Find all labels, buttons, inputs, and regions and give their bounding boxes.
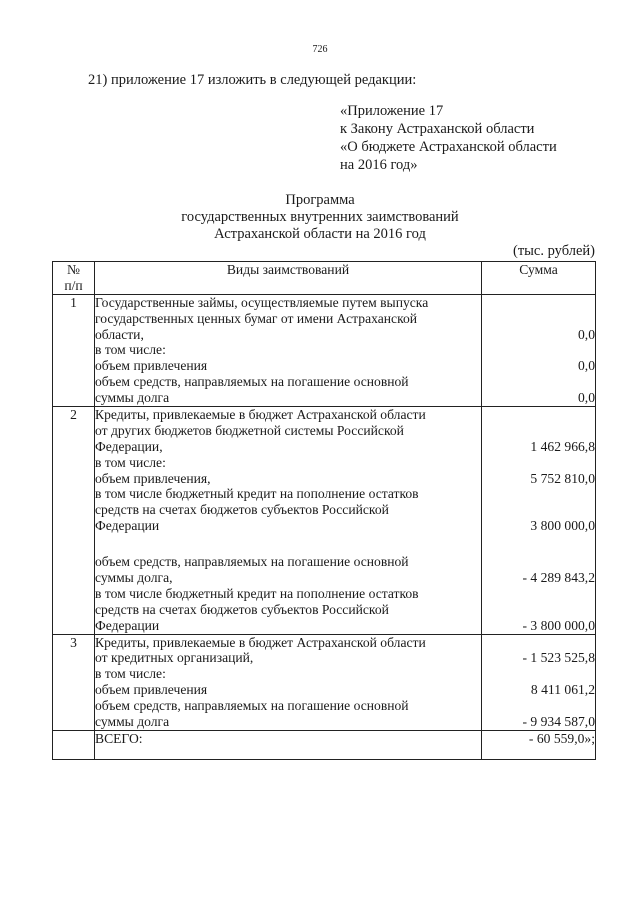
appendix-line: «О бюджете Астраханской области [340, 139, 557, 155]
sum-line [482, 502, 595, 518]
header-number-line: п/п [64, 277, 83, 293]
sum-line: 5 752 810,0 [530, 470, 595, 486]
sum-line [482, 311, 595, 327]
appendix-line: на 2016 год» [340, 157, 418, 173]
description-line: суммы долга [95, 390, 170, 406]
sum-line: 8 411 061,2 [530, 682, 595, 698]
description-line: от кредитных организаций, [95, 650, 254, 666]
sum-line [482, 295, 595, 311]
description-line: суммы долга, [95, 570, 173, 586]
table-header-row [53, 262, 596, 295]
total-row [53, 730, 596, 759]
sum-line [482, 586, 595, 602]
sum-line: 3 800 000,0 [530, 518, 595, 534]
description-line: в том числе: [95, 342, 166, 358]
description-line: объем средств, направляемых на погашение основной [95, 374, 409, 390]
description-line: в том числе: [95, 454, 166, 470]
description-line: объем привлечения, [95, 470, 211, 486]
description-line: от других бюджетов бюджетной системы Российской [95, 422, 404, 438]
total-value: - 60 559,0»; [482, 730, 596, 759]
sum-line [482, 635, 595, 651]
heading-line: Программа [285, 192, 355, 208]
appendix-line: к Закону Астраханской области [340, 121, 535, 137]
sum-line [482, 602, 595, 618]
description-line: государственных ценных бумаг от имени Астраханской [95, 310, 418, 326]
amendment-intro: 21) приложение 17 изложить в следующей редакции: [88, 72, 417, 88]
heading-line: Астраханской области на 2016 год [214, 226, 426, 242]
header-number-line: № [67, 262, 80, 277]
row-number: 3 [53, 634, 95, 730]
description-line: в том числе бюджетный кредит на пополнение остатков [95, 585, 419, 601]
sum-line [482, 342, 595, 358]
sum-line: 0,0 [578, 326, 595, 342]
sum-line: - 1 523 525,8 [522, 650, 595, 666]
description-line: Кредиты, привлекаемые в бюджет Астраханской области [95, 634, 426, 650]
program-heading [0, 192, 640, 243]
sum-line: - 9 934 587,0 [522, 714, 595, 730]
total-label: ВСЕГО: [95, 730, 482, 759]
description-line: суммы долга [95, 714, 170, 730]
description-line: объем средств, направляемых на погашение основной [95, 698, 409, 714]
table-row [53, 634, 596, 730]
description-line: средств на счетах бюджетов субъектов Российской [95, 601, 389, 617]
appendix-reference [340, 102, 557, 174]
sum-line: 0,0 [578, 358, 595, 374]
description-line: Федерации [95, 617, 160, 633]
spacer [482, 534, 595, 554]
table-row [53, 294, 596, 406]
heading-line: государственных внутренних заимствований [181, 209, 459, 225]
description-line: средств на счетах бюджетов субъектов Российской [95, 502, 389, 518]
page-number: 726 [312, 44, 328, 55]
sum-line [482, 407, 595, 423]
description-line: в том числе: [95, 666, 166, 682]
row-description [95, 407, 482, 635]
sum-line: 0,0 [578, 390, 595, 406]
sum-line [482, 455, 595, 471]
header-description: Виды заимствований [95, 262, 482, 295]
row-sum [482, 407, 596, 635]
sum-line [482, 554, 595, 570]
description-line: Федерации, [95, 438, 163, 454]
borrowing-table [52, 261, 596, 760]
row-sum [482, 634, 596, 730]
spacer [95, 534, 481, 554]
total-number-cell [53, 730, 95, 759]
description-line: объем привлечения [95, 682, 208, 698]
header-sum: Сумма [482, 262, 596, 295]
sum-line: 1 462 966,8 [530, 438, 595, 454]
row-description [95, 634, 482, 730]
sum-line: - 3 800 000,0 [522, 617, 595, 633]
sum-line [482, 666, 595, 682]
table-row [53, 407, 596, 635]
row-sum [482, 294, 596, 406]
sum-line [482, 486, 595, 502]
description-line: Федерации [95, 518, 160, 534]
description-line: объем средств, направляемых на погашение основной [95, 554, 409, 570]
description-line: Кредиты, привлекаемые в бюджет Астраханской области [95, 407, 426, 423]
description-line: объем привлечения [95, 358, 208, 374]
sum-line [482, 423, 595, 439]
row-description [95, 294, 482, 406]
description-line: области, [95, 326, 144, 342]
description-line: в том числе бюджетный кредит на пополнение остатков [95, 486, 419, 502]
row-number: 1 [53, 294, 95, 406]
sum-line: - 4 289 843,2 [522, 570, 595, 586]
header-number [53, 262, 95, 295]
sum-line [482, 374, 595, 390]
row-number: 2 [53, 407, 95, 635]
units-label: (тыс. рублей) [513, 243, 595, 259]
appendix-line: «Приложение 17 [340, 103, 444, 119]
sum-line [482, 698, 595, 714]
description-line: Государственные займы, осуществляемые путем выпуска [95, 294, 429, 310]
